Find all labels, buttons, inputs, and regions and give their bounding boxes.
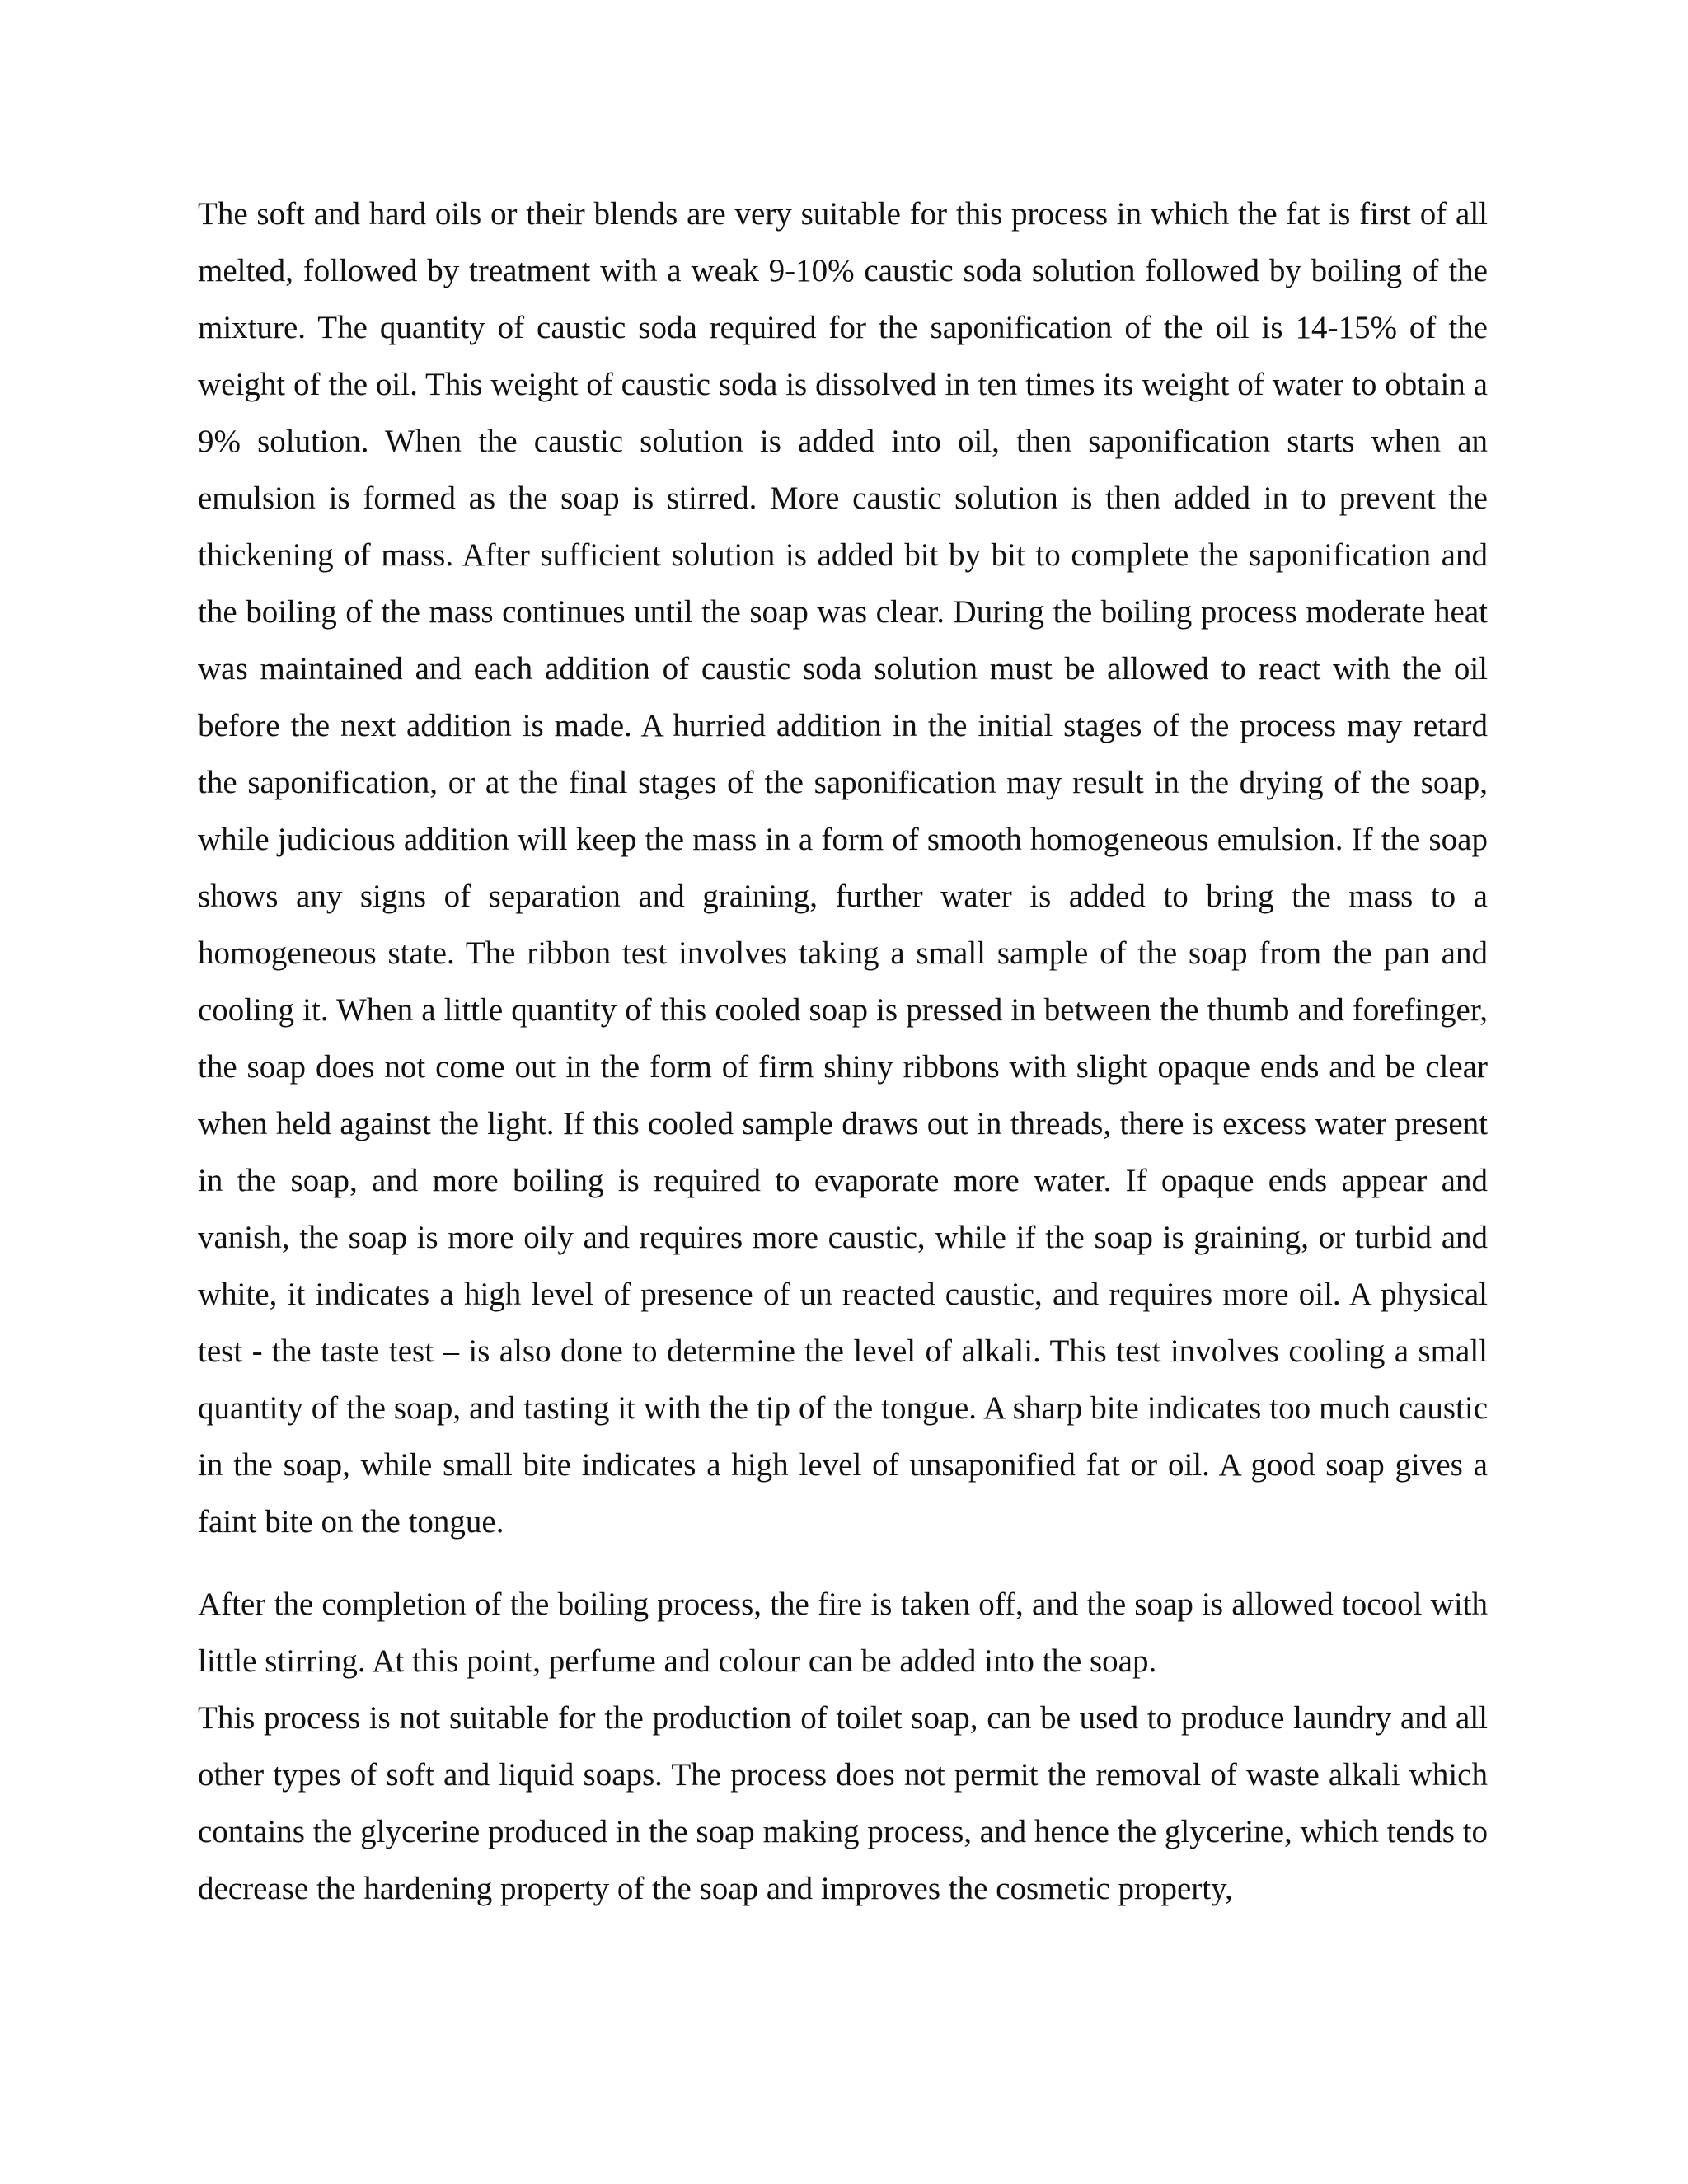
document-body <box>198 185 1488 1917</box>
paragraph-process-suitability: This process is not suitable for the production of toilet soap, can be used to produce laundry and all other types of soft and liquid soaps. The process does not permit the removal of waste alkali which contains the glycerine produced in the soap making process, and hence the glycerine, which tends to decrease the hardening property of the soap and improves the cosmetic property, <box>198 1700 1488 1906</box>
paragraph-soap-boiling-process: The soft and hard oils or their blends are very suitable for this process in which the fat is first of all melted, followed by treatment with a weak 9-10% caustic soda solution followed by boiling of the mixture. The quantity of caustic soda required for the saponification of the oil is 14-15% of the weight of the oil. This weight of caustic soda is dissolved in ten times its weight of water to obtain a 9% solution. When the caustic solution is added into oil, then saponification starts when an emulsion is formed as the soap is stirred. More caustic solution is then added in to prevent the thickening of mass. After sufficient solution is added bit by bit to complete the saponification and the boiling of the mass continues until the soap was clear. During the boiling process moderate heat was maintained and each addition of caustic soda solution must be allowed to react with the oil before the next addition is made. A hurried addition in the initial stages of the process may retard the saponification, or at the final stages of the saponification may result in the drying of the soap, while judicious addition will keep the mass in a form of smooth homogeneous emulsion. If the soap shows any signs of separation and graining, further water is added to bring the mass to a homogeneous state. The ribbon test involves taking a small sample of the soap from the pan and cooling it. When a little quantity of this cooled soap is pressed in between the thumb and forefinger, the soap does not come out in the form of firm shiny ribbons with slight opaque ends and be clear when held against the light. If this cooled sample draws out in threads, there is excess water present in the soap, and more boiling is required to evaporate more water. If opaque ends appear and vanish, the soap is more oily and requires more caustic, while if the soap is graining, or turbid and white, it indicates a high level of presence of un reacted caustic, and requires more oil. A physical test - the taste test – is also done to determine the level of alkali. This test involves cooling a small quantity of the soap, and tasting it with the tip of the tongue. A sharp bite indicates too much caustic in the soap, while small bite indicates a high level of unsaponified fat or oil. A good soap gives a faint bite on the tongue. <box>198 196 1488 1540</box>
paragraph-cooling-and-perfume: After the completion of the boiling process, the fire is taken off, and the soap is allowed tocool with little stirring. At this point, perfume and colour can be added into the soap. <box>198 1586 1488 1679</box>
